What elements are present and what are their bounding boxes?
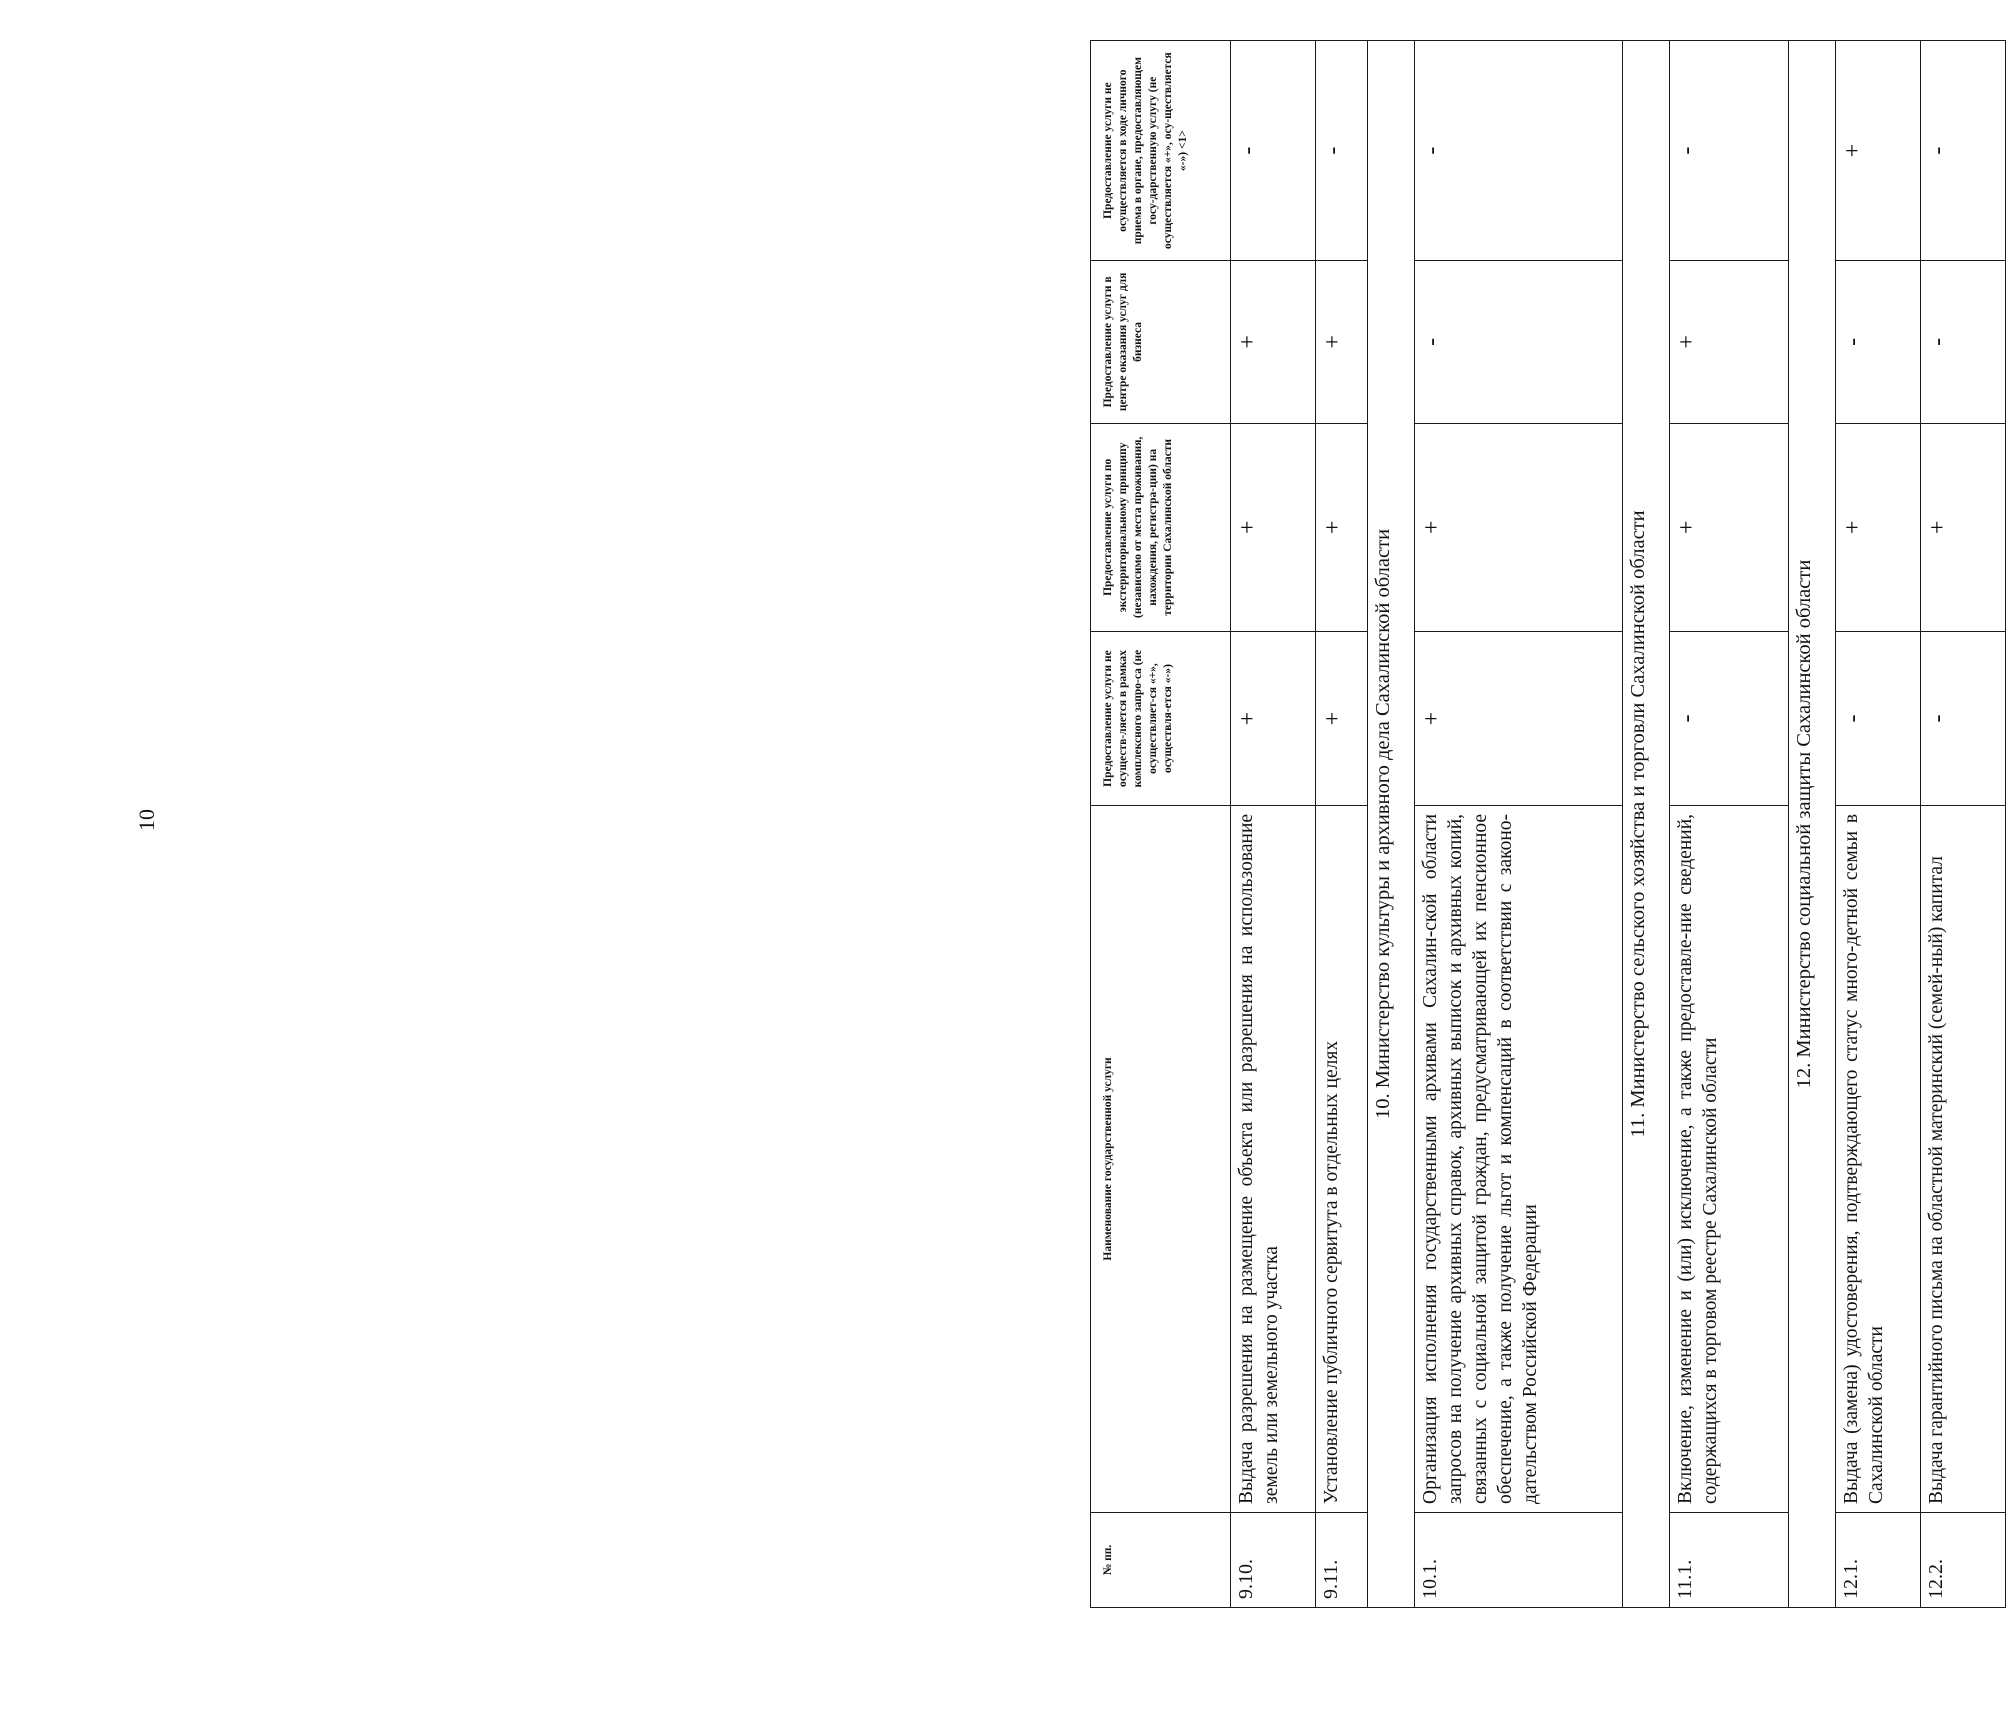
service-name: Включение, изменение и (или) исключение, а также предоставле-ние сведений, содержащихся в торговом реестре Сахалинской области [1670, 805, 1788, 1512]
table-row [1670, 41, 1788, 1608]
mark-extraterritorial: + [1835, 423, 1920, 632]
table-row [1835, 41, 1920, 1608]
table-row [1415, 41, 1623, 1608]
service-name: Выдача разрешения на размещение объекта или разрешения на использование земель или земельного участка [1231, 805, 1316, 1512]
service-name: Выдача гарантийного письма на областной материнский (семей-ный) капитал [1920, 805, 2005, 1512]
mark-extraterritorial: + [1670, 423, 1788, 632]
services-table [1090, 40, 2006, 1608]
mark-personal-reception: - [1920, 41, 2005, 261]
mark-personal-reception: - [1415, 41, 1623, 261]
mark-personal-reception: - [1670, 41, 1788, 261]
row-num: 9.11. [1316, 1512, 1368, 1607]
row-num: 10.1. [1415, 1512, 1623, 1607]
section-title: 12. Министерство социальной защиты Сахалинской области [1788, 41, 1835, 1608]
mark-business-center: + [1231, 261, 1316, 423]
mark-complex: - [1835, 632, 1920, 806]
header-extraterritorial: Предоставление услуги по экстерриториальному принципу (независимо от места проживания, нахождения, регистра-ции) на территории Сахалинской области [1091, 423, 1231, 632]
service-name: Выдача (замена) удостоверения, подтверждающего статус много-детной семьи в Сахалинской области [1835, 805, 1920, 1512]
row-num: 11.1. [1670, 1512, 1788, 1607]
table-rotated-container [1090, 40, 2006, 1608]
header-complex: Предоставление услуги не осуществ-ляется в рамках комплексного запро-са (не осуществляет-ся «+», осуществля-ется «-») [1091, 632, 1231, 806]
page-number: 10 [134, 809, 159, 831]
mark-complex: + [1231, 632, 1316, 806]
section-row [1623, 41, 1670, 1608]
row-num: 12.2. [1920, 1512, 2005, 1607]
mark-complex: + [1316, 632, 1368, 806]
table-row [1316, 41, 1368, 1608]
mark-complex: - [1670, 632, 1788, 806]
mark-business-center: - [1835, 261, 1920, 423]
mark-extraterritorial: + [1920, 423, 2005, 632]
service-name: Организация исполнения государственными архивами Сахалин-ской области запросов на получение архивных справок, архивных выписок и архивных копий, связанных с социальной защитой граждан, предусматривающей их пенсионное обеспечение, а также получение льгот и компенсаций в соответствии с законо-дательством Российской Федерации [1415, 805, 1623, 1512]
section-row [1788, 41, 1835, 1608]
section-title: 10. Министерство культуры и архивного дела Сахалинской области [1368, 41, 1415, 1608]
section-row [1368, 41, 1415, 1608]
mark-business-center: - [1415, 261, 1623, 423]
mark-complex: - [1920, 632, 2005, 806]
mark-business-center: + [1670, 261, 1788, 423]
mark-business-center: + [1316, 261, 1368, 423]
section-title: 11. Министерство сельского хозяйства и торговли Сахалинской области [1623, 41, 1670, 1608]
header-name: Наименование государственной услуги [1091, 805, 1231, 1512]
row-num: 9.10. [1231, 1512, 1316, 1607]
table-header-row [1091, 41, 1231, 1608]
service-name: Установление публичного сервитута в отдельных целях [1316, 805, 1368, 1512]
table-row [1920, 41, 2005, 1608]
header-num: № пп. [1091, 1512, 1231, 1607]
mark-extraterritorial: + [1231, 423, 1316, 632]
header-business-center: Предоставление услуги в центре оказания услуг для бизнеса [1091, 261, 1231, 423]
mark-extraterritorial: + [1316, 423, 1368, 632]
header-personal-reception: Предоставление услуги не осуществляется в ходе личного приема в органе, предоставляющем госу-дарственную услугу (не осуществляется «+», осу-ществляется «-») <1> [1091, 41, 1231, 261]
mark-personal-reception: - [1231, 41, 1316, 261]
mark-extraterritorial: + [1415, 423, 1623, 632]
mark-personal-reception: - [1316, 41, 1368, 261]
table-row [1231, 41, 1316, 1608]
row-num: 12.1. [1835, 1512, 1920, 1607]
mark-personal-reception: + [1835, 41, 1920, 261]
mark-complex: + [1415, 632, 1623, 806]
mark-business-center: - [1920, 261, 2005, 423]
